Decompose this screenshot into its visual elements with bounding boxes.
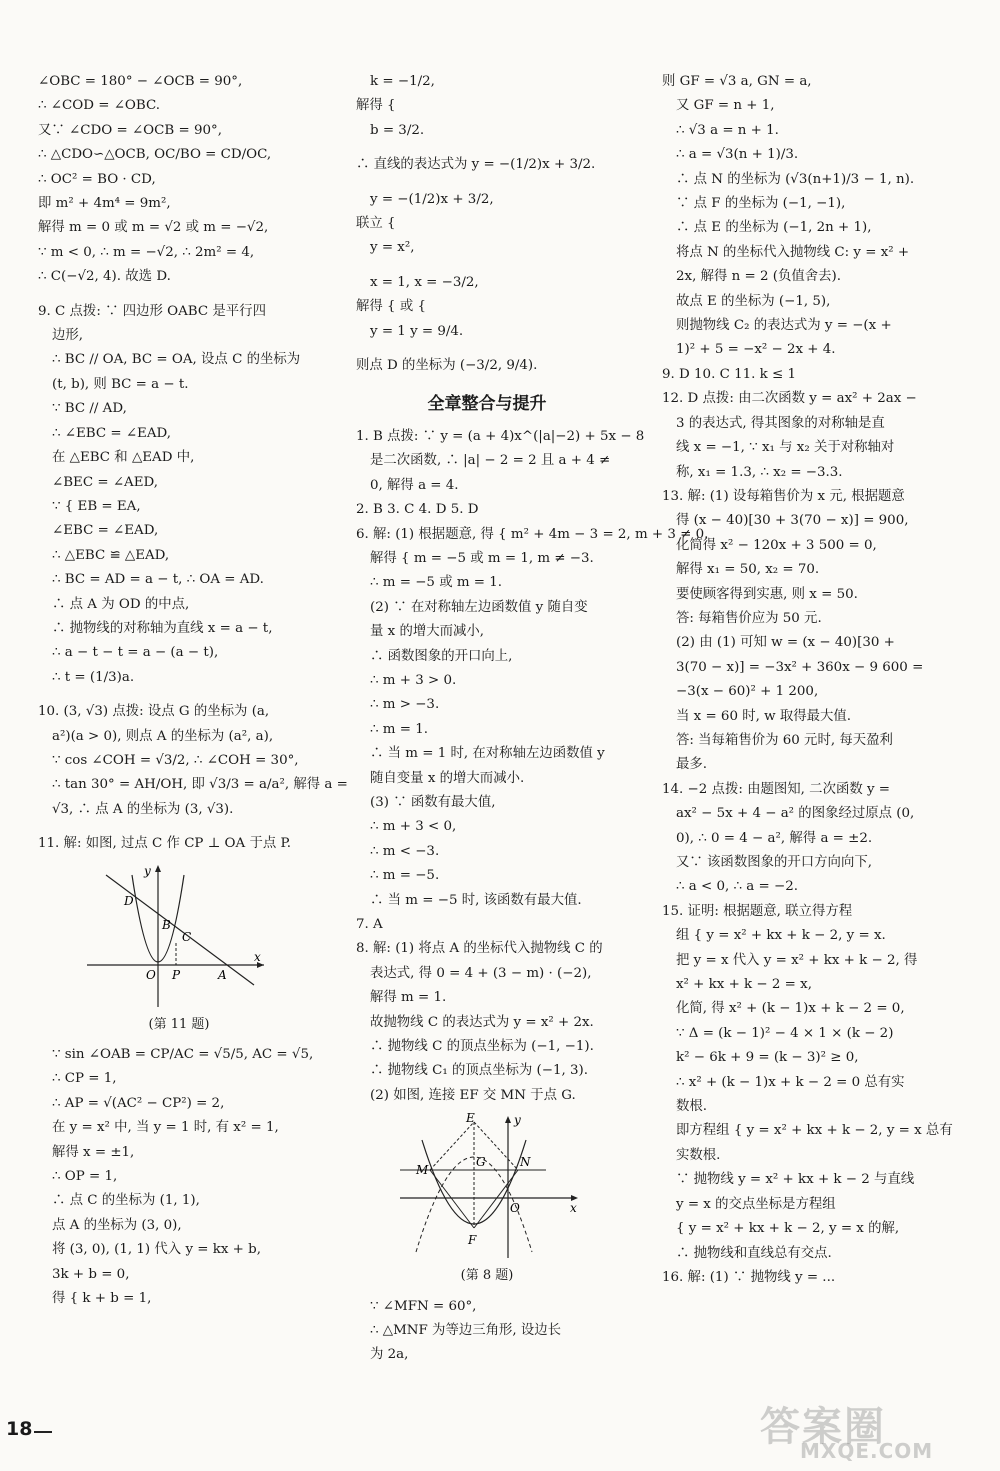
text-line: ∴ 当 m = −5 时, 该函数有最大值. xyxy=(370,892,582,908)
text-line: ∵ 抛物线 y = x² + kx + k − 2 与直线 xyxy=(676,1172,915,1188)
text-line: 则抛物线 C₂ 的表达式为 y = −(x + xyxy=(676,318,892,334)
text-line: { y = x² + kx + k − 2, y = x 的解, xyxy=(676,1221,900,1237)
text-line: 解得 { xyxy=(356,98,396,114)
middle-text-block-3 xyxy=(356,1295,618,1368)
text-line: ∴ m = −5 或 m = 1. xyxy=(370,575,503,591)
fig8-label-o: O xyxy=(510,1201,520,1216)
text-line: 1. B 点拨: ∵ y = (a + 4)x^(|a|−2) + 5x − 8 xyxy=(356,428,645,444)
text-line: 11. 解: 如图, 过点 C 作 CP ⊥ OA 于点 P. xyxy=(38,836,292,852)
text-line: 是二次函数, ∴ |a| − 2 = 2 且 a + 4 ≠ xyxy=(370,453,611,469)
page-number-rule xyxy=(34,1431,52,1433)
right-text-block xyxy=(662,70,953,1290)
text-line: 3k + b = 0, xyxy=(52,1266,130,1282)
text-line: ∴ BC = AD = a − t, ∴ OA = AD. xyxy=(52,572,264,588)
left-text-block-2 xyxy=(38,1043,320,1311)
text-line: 要使顾客得到实惠, 则 x = 50. xyxy=(676,586,858,602)
text-line: ∴ m > −3. xyxy=(370,697,440,713)
text-line: ∴ 点 N 的坐标为 (√3(n+1)/3 − 1, n). xyxy=(676,171,915,187)
text-line: ∴ CP = 1, xyxy=(52,1071,117,1087)
text-line: k² − 6k + 9 = (k − 3)² ≥ 0, xyxy=(676,1050,859,1066)
text-line: ∴ √3 a = n + 1. xyxy=(676,122,779,138)
text-line: 12. D 点拨: 由二次函数 y = ax² + 2ax − xyxy=(662,391,917,407)
text-line: y = x 的交点坐标是方程组 xyxy=(676,1196,836,1212)
text-line: 又∵ 该函数图象的开口方向向下, xyxy=(676,855,872,870)
text-line: ∴ 函数图象的开口向上, xyxy=(370,648,513,664)
text-line: 则点 D 的坐标为 (−3/2, 9/4). xyxy=(356,358,538,374)
text-line: y = −(1/2)x + 3/2, xyxy=(370,191,494,207)
fig8-label-x: x xyxy=(570,1201,577,1216)
text-line: 化简, 得 x² + (k − 1)x + k − 2 = 0, xyxy=(676,1001,905,1017)
watermark-text: 答案圈 xyxy=(760,1404,886,1450)
fig8-label-m: M xyxy=(416,1163,429,1178)
text-line: 点 A 的坐标为 (3, 0), xyxy=(52,1217,182,1233)
text-line: 解得 { 或 { xyxy=(356,299,426,315)
text-line: (3) ∵ 函数有最大值, xyxy=(370,794,496,810)
middle-text-block xyxy=(356,70,618,378)
text-line: ∴ OC² = BO · CD, xyxy=(38,171,156,187)
text-line: ∴ t = (1/3)a. xyxy=(52,669,135,685)
text-line: 2. B 3. C 4. D 5. D xyxy=(356,502,479,518)
figure-11-caption: (第 11 题) xyxy=(148,1016,210,1032)
text-line: ∴ 抛物线的对称轴为直线 x = a − t, xyxy=(52,620,273,636)
text-line: (2) 由 (1) 可知 w = (x − 40)[30 + xyxy=(676,635,895,651)
text-line: y = 1 y = 9/4. xyxy=(370,323,464,339)
text-line: 即方程组 { y = x² + kx + k − 2, y = x 总有 xyxy=(676,1123,953,1139)
text-line: x² + kx + k − 2 = x, xyxy=(676,977,812,993)
text-line: 随自变量 x 的增大而减小. xyxy=(370,770,525,786)
text-line: ∴ BC // OA, BC = OA, 设点 C 的坐标为 xyxy=(52,352,301,368)
figure-11 xyxy=(82,861,272,1011)
text-line: ∴ 抛物线 C 的顶点坐标为 (−1, −1). xyxy=(370,1039,594,1055)
text-line: 解得 { m = −5 或 m = 1, m ≠ −3. xyxy=(370,550,594,566)
text-line: 9. C 点拨: ∵ 四边形 OABC 是平行四 xyxy=(38,303,266,319)
text-line: √3, ∴ 点 A 的坐标为 (3, √3). xyxy=(52,801,234,817)
watermark-url: MXQE.COM xyxy=(800,1439,934,1463)
text-line: 16. 解: (1) ∵ 抛物线 y = ... xyxy=(662,1269,836,1285)
text-line: 最多. xyxy=(676,757,708,773)
fig8-label-f: F xyxy=(468,1233,477,1248)
text-line: ∵ sin ∠OAB = CP/AC = √5/5, AC = √5, xyxy=(52,1047,314,1062)
text-line: 边形, xyxy=(52,328,84,344)
text-line: ∴ 点 C 的坐标为 (1, 1), xyxy=(52,1193,200,1209)
text-line: ∴ △MNF 为等边三角形, 设边长 xyxy=(370,1323,562,1339)
text-line: ∴ △EBC ≌ △EAD, xyxy=(52,547,170,563)
text-line: 故抛物线 C 的表达式为 y = x² + 2x. xyxy=(370,1014,594,1030)
text-line: 9. D 10. C 11. k ≤ 1 xyxy=(662,366,796,382)
text-line: 化简得 x² − 120x + 3 500 = 0, xyxy=(676,537,877,553)
fig11-label-b: B xyxy=(162,917,171,932)
fig11-label-o: O xyxy=(146,967,156,982)
text-line: ∠EBC = ∠EAD, xyxy=(52,523,159,539)
text-line: ∵ 点 F 的坐标为 (−1, −1), xyxy=(676,196,846,212)
text-line: ∴ a = √3(n + 1)/3. xyxy=(676,147,799,163)
text-line: 实数根. xyxy=(676,1147,721,1163)
text-line: 将点 N 的坐标代入抛物线 C: y = x² + xyxy=(676,244,910,260)
text-line: 为 2a, xyxy=(370,1347,409,1363)
text-line: ∵ m < 0, ∴ m = −√2, ∴ 2m² = 4, xyxy=(38,244,255,260)
fig11-label-c: C xyxy=(182,929,192,944)
text-line: 10. (3, √3) 点拨: 设点 G 的坐标为 (a, xyxy=(38,704,270,720)
fig11-label-y: y xyxy=(144,863,151,878)
text-line: 联立 { xyxy=(356,216,396,232)
text-line: ∴ 直线的表达式为 y = −(1/2)x + 3/2. xyxy=(356,157,596,173)
fig8-label-g: G xyxy=(476,1155,486,1170)
figure-8 xyxy=(396,1112,586,1262)
text-line: k = −1/2, xyxy=(370,74,435,89)
text-line: 组 { y = x² + kx + k − 2, y = x. xyxy=(676,928,886,944)
text-line: 在 △EBC 和 △EAD 中, xyxy=(52,450,195,466)
left-column xyxy=(38,70,348,1311)
text-line: 则 GF = √3 a, GN = a, xyxy=(662,74,812,89)
fig11-label-a: A xyxy=(218,967,227,982)
text-line: a²)(a > 0), 则点 A 的坐标为 (a², a), xyxy=(52,728,274,744)
text-line: ∴ △CDO∽△OCB, OC/BO = CD/OC, xyxy=(38,147,272,163)
text-line: 又 GF = n + 1, xyxy=(676,98,775,114)
text-line: 数根. xyxy=(676,1099,708,1115)
text-line: 3(70 − x)] = −3x² + 360x − 9 600 = xyxy=(676,659,924,675)
text-line: 又∵ ∠CDO = ∠OCB = 90°, xyxy=(38,122,222,138)
text-line: ∠OBC = 180° − ∠OCB = 90°, xyxy=(38,74,243,89)
text-line: 量 x 的增大而减小, xyxy=(370,624,485,640)
text-line: 解得 m = 1. xyxy=(370,990,447,1006)
figure-8-caption: (第 8 题) xyxy=(460,1268,514,1284)
text-line: ∴ ∠COD = ∠OBC. xyxy=(38,98,160,114)
text-line: ∴ 点 E 的坐标为 (−1, 2n + 1), xyxy=(676,220,872,236)
text-line: ∴ 当 m = 1 时, 在对称轴左边函数值 y xyxy=(370,746,605,762)
text-line: 解得 x = ±1, xyxy=(52,1144,135,1160)
text-line: 线 x = −1, ∵ x₁ 与 x₂ 关于对称轴对 xyxy=(676,440,895,456)
watermark-logo xyxy=(760,1395,980,1465)
text-line: ∠BEC = ∠AED, xyxy=(52,474,158,490)
fig8-label-y: y xyxy=(514,1113,521,1128)
text-line: 0), ∴ 0 = 4 − a², 解得 a = ±2. xyxy=(676,830,873,846)
text-line: ∴ m = −5. xyxy=(370,868,440,884)
text-line: 解得 m = 0 或 m = √2 或 m = −√2, xyxy=(38,220,269,236)
text-line: ∴ m = 1. xyxy=(370,721,428,737)
text-line: b = 3/2. xyxy=(370,122,425,138)
text-line: 答: 每箱售价应为 50 元. xyxy=(676,610,822,626)
text-line: ∵ ∠MFN = 60°, xyxy=(370,1298,477,1314)
text-line: 8. 解: (1) 将点 A 的坐标代入抛物线 C 的 xyxy=(356,941,603,957)
text-line: ∴ 抛物线和直线总有交点. xyxy=(676,1245,832,1261)
text-line: ∴ a − t − t = a − (a − t), xyxy=(52,645,219,661)
text-line: −3(x − 60)² + 1 200, xyxy=(676,684,819,700)
left-text-block xyxy=(38,70,348,857)
text-line: 当 x = 60 时, w 取得最大值. xyxy=(676,708,852,724)
text-line: 3 的表达式, 得其图象的对称轴是直 xyxy=(676,415,885,431)
text-line: ∴ 抛物线 C₁ 的顶点坐标为 (−1, 3). xyxy=(370,1063,589,1079)
text-line: 2x, 解得 n = 2 (负值舍去). xyxy=(676,269,842,285)
section-heading: 全章整合与提升 xyxy=(427,394,547,415)
text-line: ∵ { EB = EA, xyxy=(52,498,141,514)
text-line: ax² − 5x + 4 − a² 的图象经过原点 (0, xyxy=(676,806,915,822)
text-line: ∵ cos ∠COH = √3/2, ∴ ∠COH = 30°, xyxy=(52,752,299,768)
text-line: (2) 如图, 连接 EF 交 MN 于点 G. xyxy=(370,1087,576,1103)
fig11-label-d: D xyxy=(124,893,134,908)
text-line: ∴ AP = √(AC² − CP²) = 2, xyxy=(52,1095,225,1111)
text-line: 表达式, 得 0 = 4 + (3 − m) · (−2), xyxy=(370,965,592,981)
text-line: ∴ C(−√2, 4). 故选 D. xyxy=(38,269,171,285)
text-line: ∴ m + 3 > 0. xyxy=(370,672,457,688)
fig11-label-p: P xyxy=(172,967,181,982)
text-line: ∴ a < 0, ∴ a = −2. xyxy=(676,879,799,895)
fig8-label-e: E xyxy=(466,1111,475,1126)
text-line: 14. −2 点拨: 由题图知, 二次函数 y = xyxy=(662,781,891,797)
page-number: 18 xyxy=(6,1418,33,1440)
text-line: y = x², xyxy=(370,240,415,256)
text-line: 1)² + 5 = −x² − 2x + 4. xyxy=(676,342,836,358)
text-line: ∴ OP = 1, xyxy=(52,1169,118,1185)
text-line: 7. A xyxy=(356,917,383,932)
text-line: ∵ BC // AD, xyxy=(52,401,127,417)
text-line: 得 { k + b = 1, xyxy=(52,1291,152,1307)
fig8-label-n: N xyxy=(520,1155,531,1170)
text-line: ∴ m + 3 < 0, xyxy=(370,819,457,835)
text-line: ∴ 点 A 为 OD 的中点, xyxy=(52,596,190,612)
text-line: 称, x₁ = 1.3, ∴ x₂ = −3.3. xyxy=(676,464,843,480)
text-line: 得 (x − 40)[30 + 3(70 − x)] = 900, xyxy=(676,513,909,529)
text-line: ∴ tan 30° = AH/OH, 即 √3/3 = a/a², 解得 a = xyxy=(52,777,348,793)
text-line: 将 (3, 0), (1, 1) 代入 y = kx + b, xyxy=(52,1242,261,1258)
text-line: ∵ Δ = (k − 1)² − 4 × 1 × (k − 2) xyxy=(676,1025,894,1041)
text-line: ∴ x² + (k − 1)x + k − 2 = 0 总有实 xyxy=(676,1074,905,1090)
text-line: 6. 解: (1) 根据题意, 得 { m² + 4m − 3 = 2, m + 3 ≠ 0. xyxy=(356,526,709,542)
text-line: 答: 当每箱售价为 60 元时, 每天盈利 xyxy=(676,732,893,748)
text-line: x = 1, x = −3/2, xyxy=(370,274,479,290)
text-line: 故点 E 的坐标为 (−1, 5), xyxy=(676,293,831,309)
text-line: 0, 解得 a = 4. xyxy=(370,477,459,493)
text-line: 15. 证明: 根据题意, 联立得方程 xyxy=(662,903,853,919)
text-line: 解得 x₁ = 50, x₂ = 70. xyxy=(676,562,820,578)
text-line: 13. 解: (1) 设每箱售价为 x 元, 根据题意 xyxy=(662,488,905,504)
fig11-label-x: x xyxy=(254,949,261,964)
text-line: 在 y = x² 中, 当 y = 1 时, 有 x² = 1, xyxy=(52,1120,279,1136)
text-line: 即 m² + 4m⁴ = 9m², xyxy=(38,196,171,212)
text-line: ∴ m < −3. xyxy=(370,843,440,859)
right-column xyxy=(662,70,953,1290)
text-line: ∴ ∠EBC = ∠EAD, xyxy=(52,425,172,441)
text-line: (t, b), 则 BC = a − t. xyxy=(52,376,189,392)
text-line: (2) ∵ 在对称轴左边函数值 y 随自变 xyxy=(370,599,588,615)
text-line: 把 y = x 代入 y = x² + kx + k − 2, 得 xyxy=(676,952,918,968)
